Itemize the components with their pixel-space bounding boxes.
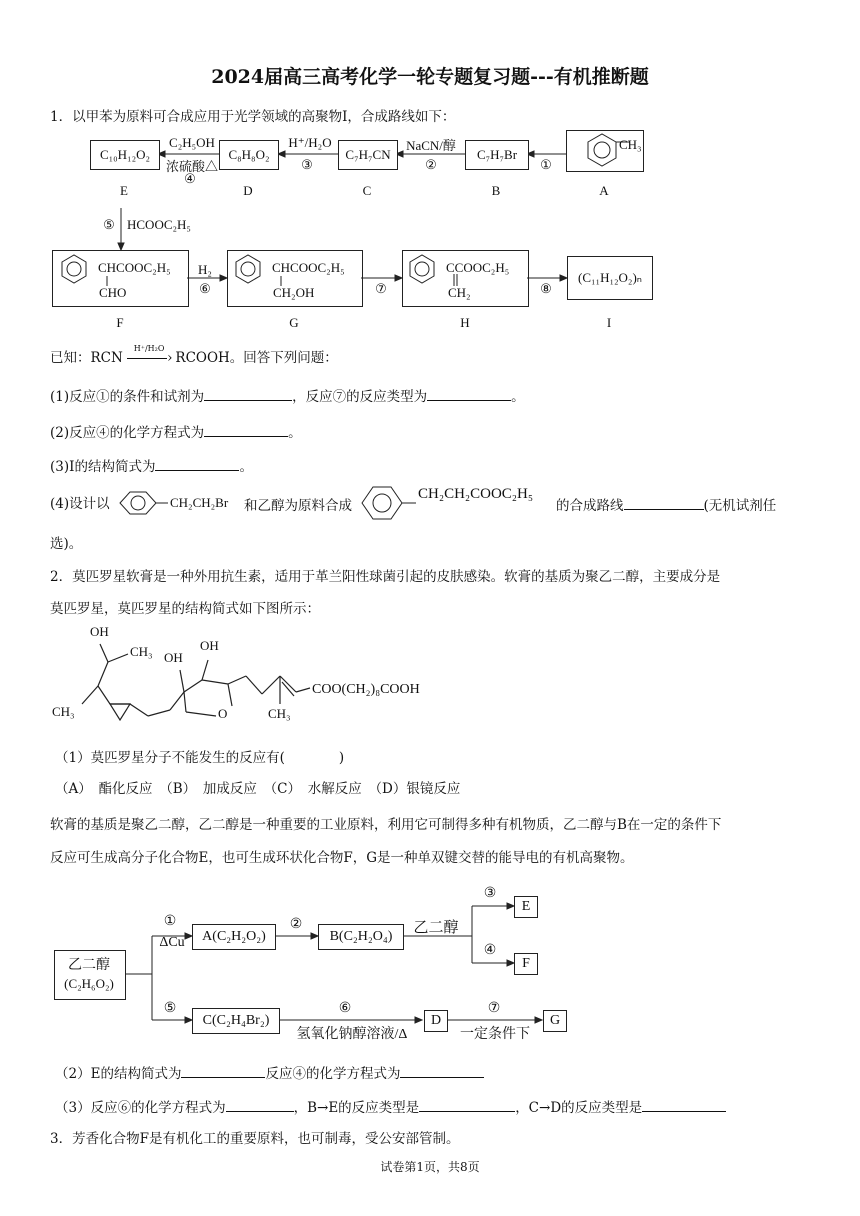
r5-number: ⑤ <box>103 217 115 232</box>
q2-intro-1: 2．莫匹罗星软膏是一种外用抗生素，适用于革兰阳性球菌引起的皮肤感染。软膏的基质为聚乙二醇，主要成分是 <box>50 569 721 585</box>
compound-F-sub: CHO <box>99 285 127 300</box>
r4-condition: 浓硫酸△ <box>165 159 218 174</box>
known-arrow-condition: H⁺/H₂O <box>133 344 165 353</box>
q1-sub4 <box>0 478 860 528</box>
mol-ch3-a: CH₃ <box>130 644 153 659</box>
q1-sub4-text-c: 的合成路线 <box>556 498 624 514</box>
compound-H-sub: CH₂ <box>448 285 471 300</box>
r8-number: ⑧ <box>540 281 552 296</box>
q1-known <box>50 344 338 368</box>
compound-D-box: C₈H₈O₂ <box>219 140 279 170</box>
label-F: F <box>116 315 124 330</box>
r7-number: ⑦ <box>375 281 387 296</box>
s2-compound-A: A(C₂H₂O₂) <box>192 924 276 950</box>
q1-sub2-text-b: 。 <box>288 425 302 441</box>
eg-formula: (C₂H₆O₂) <box>64 976 114 991</box>
q1-sub1-blank-b[interactable] <box>427 386 511 401</box>
q1-sub1-blank-a[interactable] <box>204 386 292 401</box>
q1-sub2-blank[interactable] <box>204 422 288 437</box>
label-A: A <box>599 183 609 198</box>
q1-sub1-text-b: ，反应⑦的反应类型为 <box>292 389 428 405</box>
q1-sub3 <box>50 456 253 477</box>
q1-sub4-text-e: 选)。 <box>50 536 83 552</box>
q2-sub2-text-b: 反应④的化学方程式为 <box>265 1066 401 1082</box>
q2-sub1: （1）莫匹罗星分子不能发生的反应有( ) <box>55 750 345 766</box>
r2-number: ② <box>425 157 437 172</box>
page-footer: 试卷第1页，共8页 <box>380 1160 480 1174</box>
label-D: D <box>243 183 253 198</box>
r5-reagent: HCOOC₂H₅ <box>127 217 191 232</box>
q1-sub4-text-d: (无机试剂任 <box>703 498 777 514</box>
label-I: I <box>606 315 612 330</box>
r6-number: ⑥ <box>199 281 211 296</box>
q2-sub3 <box>55 1097 726 1118</box>
q1-sub4-line <box>556 494 776 514</box>
mol-oh-3: OH <box>200 638 219 653</box>
q2-options: （A） 酯化反应 （B） 加成反应 （C） 水解反应 （D）银镜反应 <box>55 781 461 797</box>
q1-sub1-text-c: 。 <box>511 389 525 405</box>
compound-I-box: (C₁₁H₁₂O₂)ₙ <box>567 256 653 300</box>
s2-c7: 一定条件下 <box>460 1027 530 1042</box>
page-title: 2024届高三高考化学一轮专题复习题---有机推断题 <box>211 66 649 88</box>
s2-n5: ⑤ <box>163 1001 177 1016</box>
mol-oh-2: OH <box>164 650 183 665</box>
s2-compound-D: D <box>424 1010 448 1032</box>
s2-compound-B: B(C₂H₂O₄) <box>318 924 404 950</box>
mupirocin-structure <box>0 620 860 730</box>
label-E: E <box>120 183 128 198</box>
s2-c6: 氢氧化钠醇溶液/Δ <box>296 1027 408 1042</box>
mol-ch3-b: CH₃ <box>52 704 75 719</box>
s2-n2: ② <box>289 917 303 932</box>
s2-compound-G: G <box>543 1010 567 1032</box>
q1-scheme <box>0 0 860 340</box>
q1-intro: 1．以甲苯为原料可合成应用于光学领域的高聚物I，合成路线如下： <box>50 109 456 125</box>
compound-G-main: CHCOOC₂H₅ <box>272 260 345 275</box>
r3-number: ③ <box>301 157 313 172</box>
q2-sub3-text-a: （3）反应⑥的化学方程式为 <box>55 1100 226 1116</box>
q2-sub3-text-c: ，C→D的反应类型是 <box>515 1100 643 1116</box>
label-C: C <box>362 183 372 198</box>
q2-sub3-blank-a[interactable] <box>226 1097 294 1112</box>
mol-ester-chain: COO(CH₂)₈COOH <box>312 682 420 697</box>
q1-sub4-blank[interactable] <box>624 495 704 510</box>
q2-sub3-blank-c[interactable] <box>642 1097 726 1112</box>
q1-sub4-target: CH₂CH₂COOC₂H₅ <box>418 486 534 502</box>
q2-para-2: 反应可生成高分子化合物E，也可生成环状化合物F，G是一种单双键交替的能导电的有机高聚物。 <box>50 850 634 866</box>
q1-sub2 <box>50 422 302 443</box>
s2-n4: ④ <box>483 943 497 958</box>
q1-sub1 <box>50 386 525 407</box>
s2-n6: ⑥ <box>338 1001 352 1016</box>
label-H: H <box>460 315 470 330</box>
s2-n3: ③ <box>483 886 497 901</box>
r3-reagent: H⁺/H₂O <box>288 135 332 150</box>
q2-sub2 <box>55 1063 484 1084</box>
r2-reagent: NaCN/醇 <box>406 138 456 153</box>
r6-reagent: H₂ <box>198 262 212 277</box>
r4-number: ④ <box>184 171 196 186</box>
compound-H-main: CCOOC₂H₅ <box>446 260 510 275</box>
s2-eg-reagent: 乙二醇 <box>413 920 459 936</box>
mupirocin-bonds <box>0 620 860 730</box>
q1-sub3-text-b: 。 <box>239 459 253 475</box>
q2-sub3-text-b: ，B→E的反应类型是 <box>293 1100 420 1116</box>
compound-B-box: C₇H₇Br <box>465 140 529 170</box>
ethylene-glycol-scheme <box>0 880 860 1050</box>
s2-compound-F: F <box>514 953 538 975</box>
q1-sub4-text-b: 和乙醇为原料合成 <box>244 498 352 514</box>
s2-compound-C: C(C₂H₄Br₂) <box>192 1008 280 1034</box>
eg-name: 乙二醇 <box>68 958 110 973</box>
q1-sub4-start: CH₂CH₂Br <box>170 495 229 510</box>
label-G: G <box>289 315 299 330</box>
compound-A-methyl: CH₃ <box>619 137 642 152</box>
mol-ring-o: O <box>218 706 228 721</box>
q1-sub2-text-a: (2)反应④的化学方程式为 <box>50 425 205 441</box>
compound-G-sub: CH₂OH <box>273 285 315 300</box>
q2-intro-2: 莫匹罗星，莫匹罗星的结构简式如下图所示： <box>50 601 320 617</box>
q1-sub4-text-a: (4)设计以 <box>50 496 110 512</box>
q2-sub2-text-a: （2）E的结构简式为 <box>55 1066 182 1082</box>
compound-C-box: C₇H₇CN <box>338 140 398 170</box>
q2-sub3-blank-b[interactable] <box>419 1097 515 1112</box>
s2-n1: ① <box>163 914 177 929</box>
compound-F-main: CHCOOC₂H₅ <box>98 260 171 275</box>
s2-compound-E: E <box>514 896 538 918</box>
q2-sub2-blank-b[interactable] <box>400 1063 484 1078</box>
mol-ch3-c: CH₃ <box>268 706 291 721</box>
s2-c1: ΔCu <box>159 935 185 950</box>
r1-number: ① <box>540 157 552 172</box>
known-arrow: H⁺/H₂O › <box>127 348 171 368</box>
q1-sub1-text-a: (1)反应①的条件和试剂为 <box>50 389 205 405</box>
q2-sub2-blank-a[interactable] <box>181 1063 265 1078</box>
known-lhs: 已知：RCN <box>50 350 123 366</box>
mol-oh-1: OH <box>90 624 109 639</box>
label-B: B <box>491 183 501 198</box>
q1-sub3-text-a: (3)I的结构简式为 <box>50 459 156 475</box>
compound-E-box: C₁₀H₁₂O₂ <box>90 140 160 170</box>
q1-sub3-blank[interactable] <box>155 456 239 471</box>
q2-para-1: 软膏的基质是聚乙二醇，乙二醇是一种重要的工业原料，利用它可制得多种有机物质，乙二醇与B在一定的条件下 <box>50 817 722 833</box>
r4-reagent: C₂H₅OH <box>169 135 215 150</box>
q3-intro: 3．芳香化合物F是有机化工的重要原料，也可制毒，受公安部管制。 <box>50 1131 460 1147</box>
known-rhs: RCOOH。回答下列问题： <box>175 350 338 366</box>
s2-n7: ⑦ <box>487 1001 501 1016</box>
